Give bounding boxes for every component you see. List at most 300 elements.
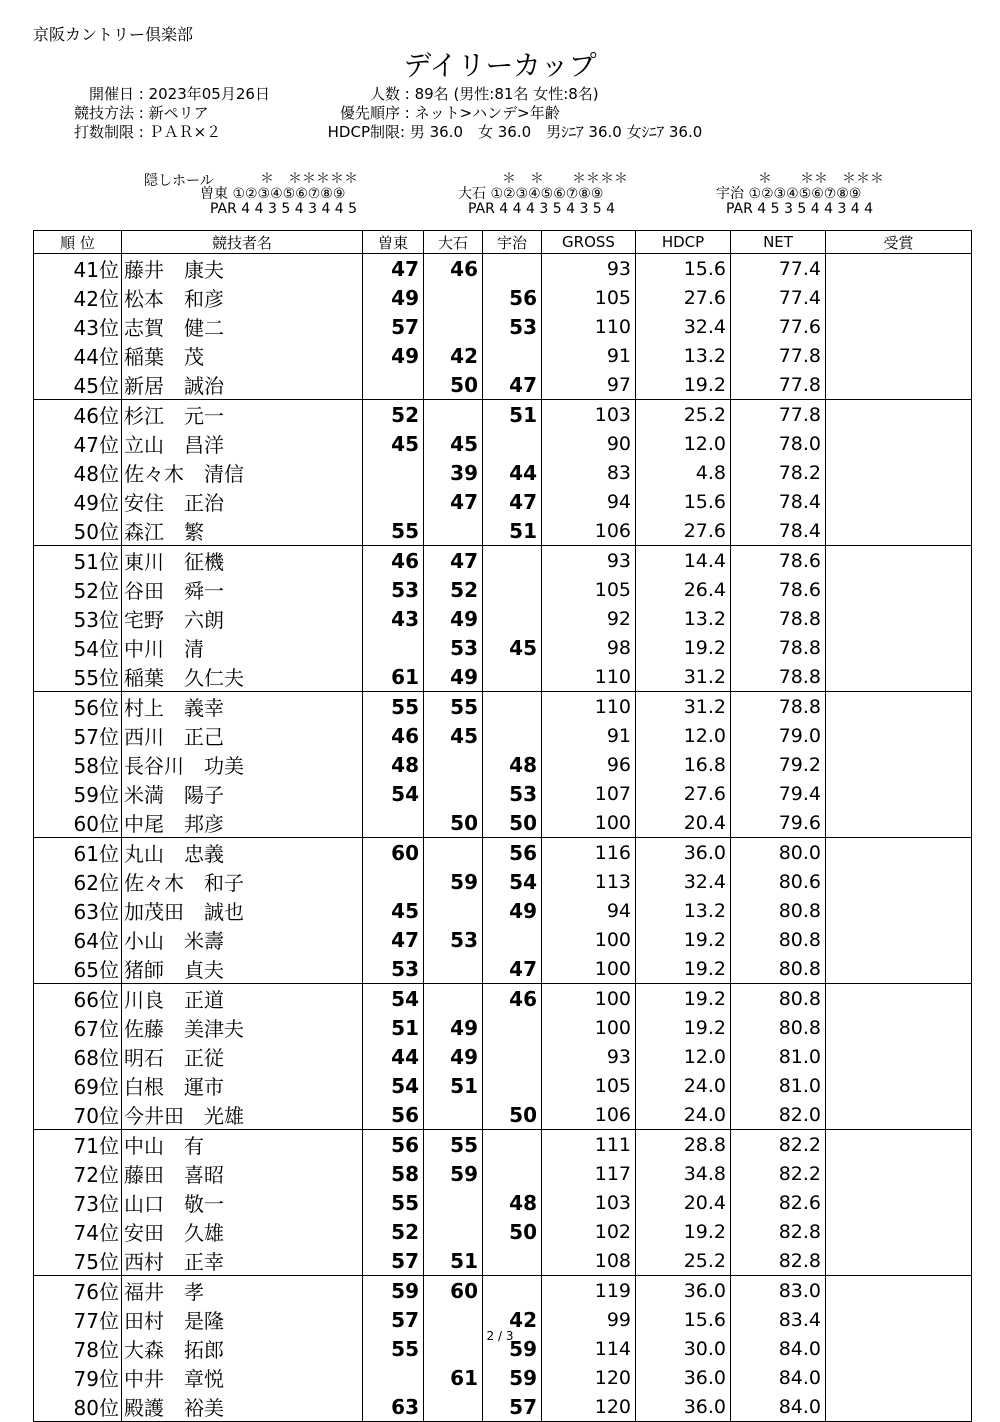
rank-cell: 75位 [34,1246,122,1276]
table-row [34,458,972,487]
oishi-score-cell: 52 [424,575,483,604]
gross-cell: 110 [542,312,636,341]
rank-cell: 53位 [34,604,122,633]
table-row [34,662,972,692]
rank-cell: 79位 [34,1363,122,1392]
hidden-hole-stars: ＊ ＊＊ ＊＊＊ [758,171,884,187]
table-row [34,1071,972,1100]
hdcp-cell: 27.6 [636,516,731,546]
award-cell [826,984,972,1014]
hdcp-cell: 20.4 [636,1188,731,1217]
name-cell: 安住 正治 [122,487,363,516]
sotou-score-cell: 43 [363,604,424,633]
hdcp-cell: 15.6 [636,487,731,516]
award-cell [826,516,972,546]
gross-cell: 83 [542,458,636,487]
gross-cell: 108 [542,1246,636,1276]
gross-cell: 98 [542,633,636,662]
gross-cell: 100 [542,1013,636,1042]
info-value: 89名 (男性:81名 女性:8名) [414,85,599,103]
rank-cell: 72位 [34,1159,122,1188]
sotou-score-cell: 56 [363,1130,424,1160]
sotou-score-cell: 49 [363,283,424,312]
award-cell [826,254,972,284]
oishi-score-cell: 51 [424,1246,483,1276]
rank-cell: 78位 [34,1334,122,1363]
oishi-score-cell: 51 [424,1071,483,1100]
sotou-score-cell: 52 [363,400,424,430]
table-row [34,1013,972,1042]
uji-score-cell: 50 [483,808,542,838]
award-cell [826,400,972,430]
table-row [34,283,972,312]
sotou-score-cell: 56 [363,1100,424,1130]
hdcp-cell: 32.4 [636,867,731,896]
sotou-score-cell: 54 [363,1071,424,1100]
table-row [34,721,972,750]
rank-cell: 65位 [34,954,122,984]
oishi-score-cell [424,516,483,546]
oishi-score-cell: 50 [424,370,483,400]
uji-score-cell [483,925,542,954]
info-hdcp-limit: HDCP制限: 男 36.0 女 36.0 男ｼﾆｱ 36.0 女ｼﾆｱ 36.0 [306,123,702,142]
net-cell: 78.8 [731,692,826,722]
oishi-score-cell: 55 [424,1130,483,1160]
name-cell: 今井田 光雄 [122,1100,363,1130]
oishi-score-cell [424,1392,483,1422]
rank-cell: 66位 [34,984,122,1014]
uji-score-cell [483,662,542,692]
oishi-score-cell: 49 [424,662,483,692]
net-cell: 80.8 [731,1013,826,1042]
table-row [34,750,972,779]
net-cell: 78.8 [731,633,826,662]
table-row [34,779,972,808]
course-holes [458,187,603,202]
table-row [34,341,972,370]
uji-score-cell: 59 [483,1334,542,1363]
name-cell: 東川 征機 [122,546,363,576]
sotou-score-cell [363,1363,424,1392]
uji-score-cell [483,721,542,750]
table-row [34,254,972,284]
oishi-score-cell: 42 [424,341,483,370]
hidden-hole-stars: ＊ ＊ ＊＊＊＊ [502,171,628,187]
name-cell: 杉江 元一 [122,400,363,430]
oishi-score-cell: 46 [424,254,483,284]
uji-score-cell [483,254,542,284]
rank-cell: 61位 [34,838,122,868]
table-row [34,1217,972,1246]
net-cell: 84.0 [731,1334,826,1363]
oishi-score-cell [424,750,483,779]
net-cell: 80.8 [731,954,826,984]
uji-score-cell [483,1276,542,1306]
hdcp-cell: 24.0 [636,1100,731,1130]
gross-cell: 100 [542,925,636,954]
net-cell: 82.2 [731,1159,826,1188]
gross-cell: 110 [542,692,636,722]
info-value: ネット>ハンデ>年齢 [414,104,560,122]
award-cell [826,429,972,458]
gross-cell: 100 [542,808,636,838]
rank-cell: 76位 [34,1276,122,1306]
oishi-score-cell [424,838,483,868]
sotou-score-cell [363,370,424,400]
award-cell [826,633,972,662]
net-cell: 80.8 [731,925,826,954]
net-cell: 77.6 [731,312,826,341]
net-cell: 79.4 [731,779,826,808]
gross-cell: 91 [542,341,636,370]
gross-cell: 110 [542,662,636,692]
hdcp-cell: 32.4 [636,312,731,341]
uji-score-cell: 54 [483,867,542,896]
info-value: ＰＡＲ×２ [148,123,222,141]
uji-score-cell [483,1246,542,1276]
net-cell: 78.2 [731,458,826,487]
table-row [34,400,972,430]
uji-score-cell: 53 [483,779,542,808]
name-cell: 谷田 舜一 [122,575,363,604]
sotou-score-cell [363,808,424,838]
sotou-score-cell: 46 [363,546,424,576]
award-cell [826,604,972,633]
oishi-score-cell [424,954,483,984]
page-number: 2 / 3 [486,1329,514,1343]
award-cell [826,487,972,516]
award-cell [826,721,972,750]
header-rank: 順 位 [34,231,122,254]
name-cell: 丸山 忠義 [122,838,363,868]
award-cell [826,1100,972,1130]
rank-cell: 45位 [34,370,122,400]
header-name: 競技者名 [122,231,363,254]
hdcp-cell: 19.2 [636,1013,731,1042]
results-body [34,254,972,1422]
hdcp-cell: 19.2 [636,954,731,984]
table-row [34,1276,972,1306]
table-row [34,1100,972,1130]
net-cell: 84.0 [731,1392,826,1422]
name-cell: 西村 正幸 [122,1246,363,1276]
award-cell [826,1188,972,1217]
uji-score-cell: 42 [483,1305,542,1334]
award-cell [826,692,972,722]
award-cell [826,283,972,312]
sotou-score-cell: 58 [363,1159,424,1188]
sotou-score-cell: 54 [363,984,424,1014]
name-cell: 中山 有 [122,1130,363,1160]
uji-score-cell: 59 [483,1363,542,1392]
rank-cell: 64位 [34,925,122,954]
net-cell: 83.0 [731,1276,826,1306]
award-cell [826,1246,972,1276]
gross-cell: 113 [542,867,636,896]
oishi-score-cell [424,1217,483,1246]
table-row [34,1392,972,1422]
sotou-score-cell: 52 [363,1217,424,1246]
rank-cell: 69位 [34,1071,122,1100]
net-cell: 78.4 [731,487,826,516]
name-cell: 立山 昌洋 [122,429,363,458]
rank-cell: 77位 [34,1305,122,1334]
hdcp-cell: 13.2 [636,604,731,633]
sotou-score-cell: 48 [363,750,424,779]
rank-cell: 55位 [34,662,122,692]
hole-numbers: ①②③④⑤⑥⑦⑧⑨ [232,186,346,202]
table-row [34,1130,972,1160]
net-cell: 78.0 [731,429,826,458]
sotou-score-cell: 45 [363,896,424,925]
hole-numbers: ①②③④⑤⑥⑦⑧⑨ [490,186,604,202]
header-oishi: 大石 [424,231,483,254]
hdcp-cell: 12.0 [636,1042,731,1071]
award-cell [826,1071,972,1100]
table-row [34,867,972,896]
gross-cell: 90 [542,429,636,458]
uji-score-cell [483,1013,542,1042]
rank-cell: 46位 [34,400,122,430]
sotou-score-cell: 57 [363,1305,424,1334]
oishi-score-cell: 39 [424,458,483,487]
hdcp-cell: 15.6 [636,254,731,284]
sotou-score-cell: 44 [363,1042,424,1071]
net-cell: 78.6 [731,575,826,604]
hidden-hole-stars: ＊ ＊＊＊＊＊ [260,171,358,187]
name-cell: 殿護 裕美 [122,1392,363,1422]
sotou-score-cell: 47 [363,254,424,284]
name-cell: 山口 敬一 [122,1188,363,1217]
gross-cell: 94 [542,487,636,516]
uji-score-cell [483,1130,542,1160]
rank-cell: 67位 [34,1013,122,1042]
info-priority: 優先順序 : ネット>ハンデ>年齢 [306,104,702,123]
hdcp-cell: 14.4 [636,546,731,576]
sotou-score-cell: 47 [363,925,424,954]
header-uji: 宇治 [483,231,542,254]
oishi-score-cell [424,984,483,1014]
award-cell [826,370,972,400]
net-cell: 77.8 [731,341,826,370]
oishi-score-cell: 49 [424,1013,483,1042]
results-table [33,230,972,1422]
award-cell [826,1159,972,1188]
hdcp-cell: 13.2 [636,896,731,925]
info-label: 優先順序 [339,104,400,122]
oishi-score-cell: 49 [424,1042,483,1071]
gross-cell: 107 [542,779,636,808]
sotou-score-cell: 55 [363,1334,424,1363]
sotou-score-cell: 57 [363,312,424,341]
rank-cell: 43位 [34,312,122,341]
award-cell [826,1217,972,1246]
gross-cell: 111 [542,1130,636,1160]
name-cell: 新居 誠治 [122,370,363,400]
info-label: 開催日 [88,85,134,103]
uji-score-cell: 50 [483,1100,542,1130]
gross-cell: 99 [542,1305,636,1334]
oishi-score-cell: 47 [424,487,483,516]
table-row [34,633,972,662]
gross-cell: 93 [542,254,636,284]
sotou-score-cell [363,633,424,662]
hdcp-cell: 28.8 [636,1130,731,1160]
table-row [34,1188,972,1217]
info-count: 人数 : 89名 (男性:81名 女性:8名) [306,85,702,104]
rank-cell: 59位 [34,779,122,808]
hdcp-cell: 19.2 [636,925,731,954]
gross-cell: 105 [542,1071,636,1100]
uji-score-cell: 44 [483,458,542,487]
uji-score-cell: 46 [483,984,542,1014]
award-cell [826,1276,972,1306]
uji-score-cell: 51 [483,400,542,430]
oishi-score-cell [424,896,483,925]
net-cell: 79.6 [731,808,826,838]
award-cell [826,750,972,779]
uji-score-cell [483,1159,542,1188]
course-holes [200,187,345,202]
award-cell [826,779,972,808]
net-cell: 78.6 [731,546,826,576]
gross-cell: 100 [542,984,636,1014]
net-cell: 83.4 [731,1305,826,1334]
name-cell: 松本 和彦 [122,283,363,312]
gross-cell: 120 [542,1363,636,1392]
gross-cell: 103 [542,1188,636,1217]
uji-score-cell [483,546,542,576]
name-cell: 加茂田 誠也 [122,896,363,925]
sotou-score-cell: 53 [363,575,424,604]
header-hdcp: HDCP [636,231,731,254]
hdcp-cell: 34.8 [636,1159,731,1188]
uji-score-cell: 48 [483,1188,542,1217]
net-cell: 78.8 [731,604,826,633]
rank-cell: 56位 [34,692,122,722]
hdcp-cell: 19.2 [636,370,731,400]
award-cell [826,808,972,838]
hidden-hole-label: 隠しホール [144,173,214,189]
table-row [34,575,972,604]
hdcp-cell: 24.0 [636,1071,731,1100]
uji-score-cell [483,341,542,370]
info-date: 開催日 : 2023年05月26日 [42,85,270,104]
gross-cell: 106 [542,516,636,546]
header-award: 受賞 [826,231,972,254]
rank-cell: 50位 [34,516,122,546]
net-cell: 82.8 [731,1217,826,1246]
name-cell: 川良 正道 [122,984,363,1014]
rank-cell: 74位 [34,1217,122,1246]
rank-cell: 42位 [34,283,122,312]
name-cell: 中井 章悦 [122,1363,363,1392]
rank-cell: 70位 [34,1100,122,1130]
name-cell: 志賀 健二 [122,312,363,341]
course-name: 曽東 [200,186,228,202]
net-cell: 79.0 [731,721,826,750]
hdcp-cell: 12.0 [636,429,731,458]
rank-cell: 48位 [34,458,122,487]
name-cell: 米満 陽子 [122,779,363,808]
name-cell: 佐々木 清信 [122,458,363,487]
uji-score-cell [483,429,542,458]
award-cell [826,1363,972,1392]
oishi-score-cell: 60 [424,1276,483,1306]
info-label: 人数 [369,85,400,103]
uji-score-cell: 47 [483,370,542,400]
gross-cell: 114 [542,1334,636,1363]
rank-cell: 41位 [34,254,122,284]
course-name: 大石 [458,186,486,202]
hdcp-cell: 27.6 [636,779,731,808]
info-method: 競技方法 : 新ペリア [42,104,270,123]
header-net: NET [731,231,826,254]
uji-score-cell: 48 [483,750,542,779]
uji-score-cell [483,604,542,633]
info-label: 打数制限 [73,123,134,141]
name-cell: 長谷川 功美 [122,750,363,779]
hdcp-cell: 19.2 [636,984,731,1014]
rank-cell: 44位 [34,341,122,370]
name-cell: 猪師 貞夫 [122,954,363,984]
hdcp-cell: 25.2 [636,1246,731,1276]
sotou-score-cell: 51 [363,1013,424,1042]
sotou-score-cell [363,458,424,487]
gross-cell: 93 [542,1042,636,1071]
gross-cell: 106 [542,1100,636,1130]
award-cell [826,341,972,370]
award-cell [826,1130,972,1160]
sotou-score-cell: 63 [363,1392,424,1422]
rank-cell: 68位 [34,1042,122,1071]
net-cell: 78.8 [731,662,826,692]
gross-cell: 116 [542,838,636,868]
hdcp-cell: 4.8 [636,458,731,487]
page-title: デイリーカップ [403,49,597,82]
table-row [34,1159,972,1188]
net-cell: 82.8 [731,1246,826,1276]
table-row [34,487,972,516]
event-info-left [42,85,270,142]
name-cell: 明石 正従 [122,1042,363,1071]
hdcp-cell: 30.0 [636,1334,731,1363]
oishi-score-cell: 53 [424,633,483,662]
award-cell [826,662,972,692]
gross-cell: 91 [542,721,636,750]
rank-cell: 51位 [34,546,122,576]
sotou-score-cell: 57 [363,1246,424,1276]
oishi-score-cell: 59 [424,1159,483,1188]
sotou-score-cell: 59 [363,1276,424,1306]
table-row [34,984,972,1014]
hdcp-cell: 13.2 [636,341,731,370]
oishi-score-cell: 50 [424,808,483,838]
info-value: 男 36.0 女 36.0 男ｼﾆｱ 36.0 女ｼﾆｱ 36.0 [409,123,703,141]
info-value: 2023年05月26日 [148,85,270,103]
gross-cell: 105 [542,283,636,312]
oishi-score-cell: 61 [424,1363,483,1392]
hdcp-cell: 36.0 [636,838,731,868]
gross-cell: 102 [542,1217,636,1246]
net-cell: 80.8 [731,896,826,925]
award-cell [826,546,972,576]
rank-cell: 62位 [34,867,122,896]
sotou-score-cell: 55 [363,516,424,546]
award-cell [826,867,972,896]
club-name: 京阪カントリー倶楽部 [33,25,194,44]
award-cell [826,896,972,925]
